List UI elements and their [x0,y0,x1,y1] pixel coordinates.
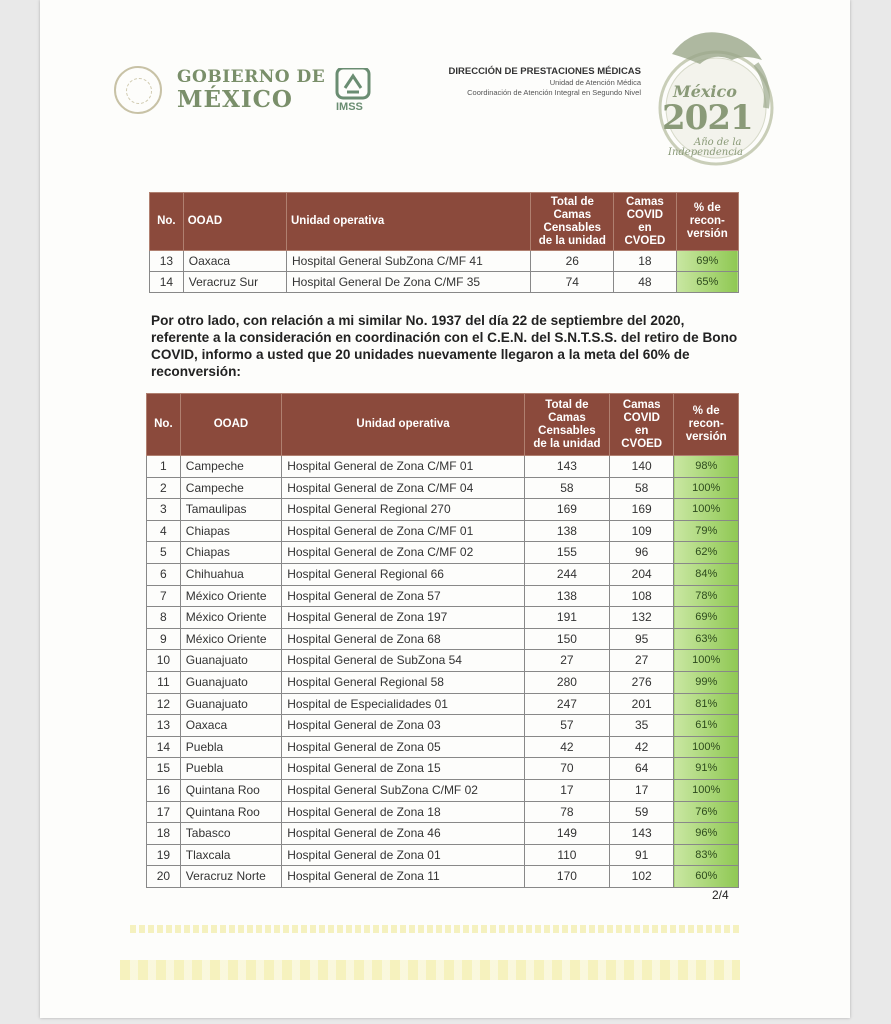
cell-unidad: Hospital General de Zona 03 [282,715,525,737]
col-pct [676,193,738,251]
col-total-l4: de la unidad [533,437,601,450]
cell-ooad: Chiapas [180,542,281,564]
cell-no: 9 [147,628,181,650]
table-row [147,585,739,607]
cell-covid: 96 [609,542,674,564]
cell-total: 280 [524,671,609,693]
cell-total: 74 [531,272,614,293]
table-row [147,563,739,585]
cell-pct: 84% [674,563,739,585]
col-covid-l2: COVID [623,411,660,424]
cell-total: 78 [524,801,609,823]
cell-no: 10 [147,650,181,672]
cell-pct: 98% [674,456,739,478]
cell-pct: 100% [674,779,739,801]
table-row [147,456,739,478]
cell-unidad: Hospital General de Zona 18 [282,801,525,823]
col-total-l3: Censables [543,221,602,234]
cell-unidad: Hospital de Especialidades 01 [282,693,525,715]
cell-covid: 91 [609,844,674,866]
cell-no: 12 [147,693,181,715]
table-row [147,758,739,780]
table-row [147,779,739,801]
cell-unidad: Hospital General De Zona C/MF 35 [287,272,531,293]
col-total-l2: Camas [548,411,586,424]
col-unidad: Unidad operativa [287,193,531,251]
cell-pct: 63% [674,628,739,650]
col-pct-l2: recon- [689,215,725,227]
col-covid-l4: CVOED [621,437,663,450]
footer-address-faded [130,925,740,933]
col-total-l3: Censables [538,424,596,437]
cell-unidad: Hospital General de SubZona 54 [282,650,525,672]
imss-label: IMSS [336,101,363,113]
cell-ooad: Oaxaca [183,251,286,272]
col-covid [614,193,676,251]
cell-pct: 99% [674,671,739,693]
cell-ooad: Tamaulipas [180,499,281,521]
cell-covid: 204 [609,563,674,585]
cell-no: 2 [147,477,181,499]
cell-no: 5 [147,542,181,564]
cell-unidad: Hospital General de Zona C/MF 01 [282,520,525,542]
cell-total: 143 [524,456,609,478]
table-header-row [150,193,739,251]
table-row [147,693,739,715]
cell-total: 27 [524,650,609,672]
mexico-seal-logo [114,66,162,114]
col-pct-l1: % de [692,405,720,417]
cell-no: 8 [147,607,181,629]
cell-unidad: Hospital General Regional 270 [282,499,525,521]
cell-no: 6 [147,563,181,585]
cell-unidad: Hospital General de Zona 46 [282,823,525,845]
cell-pct: 83% [674,844,739,866]
cell-total: 17 [524,779,609,801]
cell-covid: 102 [609,866,674,888]
cell-ooad: México Oriente [180,628,281,650]
table-row [147,650,739,672]
cell-unidad: Hospital General de Zona 01 [282,844,525,866]
cell-no: 4 [147,520,181,542]
cell-total: 244 [524,563,609,585]
cell-pct: 79% [674,520,739,542]
cell-total: 58 [524,477,609,499]
col-ooad: OOAD [180,394,281,456]
body-paragraph: Por otro lado, con relación a mi similar No. 1937 del día 22 de septiembre del 2020, referente a la consideración en coordinación con el C.E.N. del S.N.T.S.S. del retiro de Bono COVID, informo a usted que 20 unidades nuevamente llegaron a la meta del 60% de reconversión: [151,313,738,379]
col-covid-l1: Camas [626,195,664,208]
cell-covid: 132 [609,607,674,629]
table-row [147,477,739,499]
cell-pct: 65% [676,272,738,293]
cell-pct: 76% [674,801,739,823]
col-pct-l1: % de [693,202,721,214]
table-row [147,520,739,542]
medal-line2: Independencia [668,147,743,158]
reconversion-table-1 [149,192,739,293]
cell-no: 19 [147,844,181,866]
cell-no: 16 [147,779,181,801]
table-row [147,542,739,564]
cell-no: 1 [147,456,181,478]
cell-pct: 62% [674,542,739,564]
cell-ooad: Guanajuato [180,693,281,715]
cell-total: 169 [524,499,609,521]
col-total-l1: Total de [545,398,589,411]
table-row [147,844,739,866]
cell-covid: 95 [609,628,674,650]
cell-total: 26 [531,251,614,272]
cell-total: 110 [524,844,609,866]
cell-covid: 27 [609,650,674,672]
cell-ooad: Chihuahua [180,563,281,585]
cell-pct: 69% [674,607,739,629]
cell-covid: 18 [614,251,676,272]
cell-no: 11 [147,671,181,693]
cell-ooad: Puebla [180,736,281,758]
col-no: No. [150,193,184,251]
medal-line1: Año de la [694,137,742,148]
cell-pct: 78% [674,585,739,607]
cell-ooad: Campeche [180,477,281,499]
table-row [147,628,739,650]
cell-ooad: Oaxaca [180,715,281,737]
cell-pct: 100% [674,499,739,521]
col-total-l1: Total de [550,195,594,208]
medal-country: México [673,82,737,101]
cell-covid: 143 [609,823,674,845]
cell-unidad: Hospital General de Zona 11 [282,866,525,888]
table-row [147,607,739,629]
reconversion-table-2 [146,393,739,888]
cell-pct: 100% [674,650,739,672]
cell-total: 150 [524,628,609,650]
cell-total: 155 [524,542,609,564]
medal-year: 2021 [662,98,753,138]
cell-unidad: Hospital General SubZona C/MF 41 [287,251,531,272]
col-pct-l2: recon- [688,418,724,430]
cell-unidad: Hospital General de Zona 197 [282,607,525,629]
col-covid-l3: en [638,221,652,234]
cell-unidad: Hospital General de Zona 15 [282,758,525,780]
col-covid-l2: COVID [626,208,664,221]
cell-covid: 108 [609,585,674,607]
cell-ooad: Tabasco [180,823,281,845]
col-pct [674,394,739,456]
cell-covid: 59 [609,801,674,823]
cell-covid: 58 [609,477,674,499]
cell-ooad: México Oriente [180,585,281,607]
cell-ooad: Puebla [180,758,281,780]
cell-total: 170 [524,866,609,888]
cell-no: 7 [147,585,181,607]
cell-pct: 96% [674,823,739,845]
col-total-l4: de la unidad [538,234,606,247]
cell-unidad: Hospital General de Zona 68 [282,628,525,650]
col-covid [609,394,674,456]
cell-ooad: Campeche [180,456,281,478]
cell-pct: 100% [674,736,739,758]
cell-total: 138 [524,520,609,542]
cell-no: 13 [150,251,184,272]
table-row [147,866,739,888]
cell-no: 14 [147,736,181,758]
cell-total: 191 [524,607,609,629]
cell-covid: 17 [609,779,674,801]
cell-no: 3 [147,499,181,521]
cell-unidad: Hospital General Regional 58 [282,671,525,693]
cell-total: 57 [524,715,609,737]
cell-covid: 42 [609,736,674,758]
table-row [147,823,739,845]
col-covid-l3: en [634,424,649,437]
cell-total: 42 [524,736,609,758]
col-total [524,394,609,456]
cell-pct: 60% [674,866,739,888]
gov-logo-line1: GOBIERNO DE [177,67,326,87]
cell-pct: 69% [676,251,738,272]
direction-subtitle-2: Coordinación de Atención Integral en Segundo Nivel [467,88,641,97]
table-row [147,715,739,737]
cell-ooad: Tlaxcala [180,844,281,866]
cell-unidad: Hospital General de Zona C/MF 01 [282,456,525,478]
col-ooad: OOAD [183,193,286,251]
cell-ooad: Veracruz Norte [180,866,281,888]
direction-title: DIRECCIÓN DE PRESTACIONES MÉDICAS [448,66,641,77]
col-unidad: Unidad operativa [282,394,525,456]
table-row [147,671,739,693]
footer-watermark-faded [120,960,740,980]
direction-subtitle-1: Unidad de Atención Médica [549,78,641,87]
cell-covid: 201 [609,693,674,715]
cell-ooad: Quintana Roo [180,801,281,823]
cell-ooad: Guanajuato [180,650,281,672]
col-total-l2: Camas [553,208,592,221]
cell-total: 247 [524,693,609,715]
col-covid-l4: CVOED [624,234,666,247]
table-row [147,801,739,823]
col-pct-l3: versión [686,228,728,240]
cell-pct: 100% [674,477,739,499]
cell-pct: 91% [674,758,739,780]
cell-no: 20 [147,866,181,888]
cell-unidad: Hospital General SubZona C/MF 02 [282,779,525,801]
table-header-row [147,394,739,456]
cell-no: 14 [150,272,184,293]
cell-ooad: Veracruz Sur [183,272,286,293]
col-no: No. [147,394,181,456]
cell-covid: 276 [609,671,674,693]
cell-covid: 48 [614,272,676,293]
cell-no: 17 [147,801,181,823]
cell-covid: 35 [609,715,674,737]
cell-no: 18 [147,823,181,845]
cell-total: 149 [524,823,609,845]
col-pct-l3: versión [685,431,727,443]
cell-covid: 109 [609,520,674,542]
cell-unidad: Hospital General de Zona 57 [282,585,525,607]
cell-total: 138 [524,585,609,607]
table-row [150,272,739,293]
page-number: 2/4 [712,888,729,902]
cell-pct: 81% [674,693,739,715]
table-row [147,499,739,521]
cell-ooad: Quintana Roo [180,779,281,801]
cell-covid: 169 [609,499,674,521]
cell-unidad: Hospital General de Zona 05 [282,736,525,758]
cell-no: 15 [147,758,181,780]
cell-ooad: Chiapas [180,520,281,542]
document-page [40,0,850,1018]
cell-covid: 140 [609,456,674,478]
col-covid-l1: Camas [622,398,661,411]
cell-unidad: Hospital General de Zona C/MF 04 [282,477,525,499]
cell-unidad: Hospital General de Zona C/MF 02 [282,542,525,564]
cell-pct: 61% [674,715,739,737]
table-row [150,251,739,272]
col-total [531,193,614,251]
cell-ooad: México Oriente [180,607,281,629]
cell-no: 13 [147,715,181,737]
cell-unidad: Hospital General Regional 66 [282,563,525,585]
cell-ooad: Guanajuato [180,671,281,693]
gov-logo-line2: MÉXICO [177,86,293,113]
table-row [147,736,739,758]
cell-total: 70 [524,758,609,780]
cell-covid: 64 [609,758,674,780]
